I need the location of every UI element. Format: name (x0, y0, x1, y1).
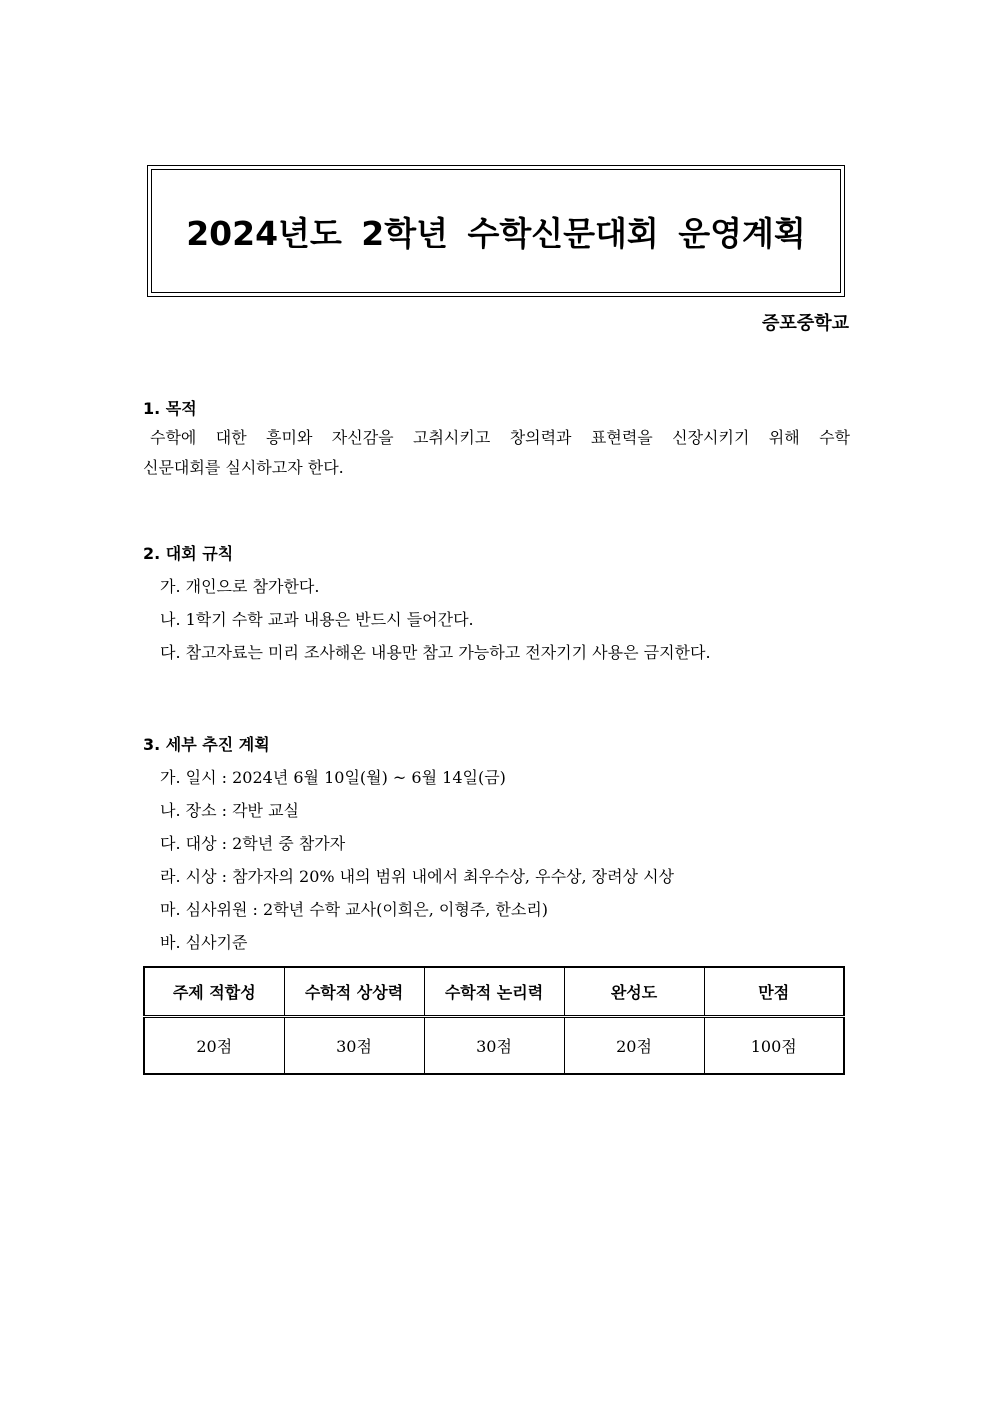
criteria-header-row (144, 967, 844, 1017)
plan-item-place: 나. 장소 : 각반 교실 (160, 801, 300, 820)
criteria-value-cell: 30점 (284, 1017, 424, 1075)
criteria-value-cell: 20점 (564, 1017, 704, 1075)
plan-item-criteria: 바. 심사기준 (160, 933, 248, 952)
plan-item-award: 라. 시상 : 참가자의 20% 내의 범위 내에서 최우수상, 우수상, 장려상 시상 (160, 867, 675, 886)
title-box (147, 165, 845, 297)
plan-item-judges: 마. 심사위원 : 2학년 수학 교사(이희은, 이형주, 한소리) (160, 900, 549, 919)
section-plan-heading: 3. 세부 추진 계획 (143, 735, 270, 754)
document-title: 2024년도 2학년 수학신문대회 운영계획 (186, 213, 806, 253)
title-box-inner (151, 169, 841, 293)
plan-item-target: 다. 대상 : 2학년 중 참가자 (160, 834, 346, 853)
criteria-value-cell: 20점 (144, 1017, 284, 1075)
purpose-line-1: 수학에 대한 흥미와 자신감을 고취시키고 창의력과 표현력을 신장시키기 위해 수학 (150, 428, 850, 447)
criteria-header-cell: 수학적 상상력 (284, 967, 424, 1017)
section-purpose-heading: 1. 목적 (143, 399, 197, 418)
criteria-table (143, 966, 845, 1075)
criteria-header-cell: 완성도 (564, 967, 704, 1017)
plan-item-date: 가. 일시 : 2024년 6월 10일(월) ~ 6월 14일(금) (160, 768, 506, 787)
criteria-value-cell: 30점 (424, 1017, 564, 1075)
criteria-header-cell: 만점 (704, 967, 844, 1017)
rule-item: 다. 참고자료는 미리 조사해온 내용만 참고 가능하고 전자기기 사용은 금지한다. (160, 643, 711, 662)
criteria-header-cell: 주제 적합성 (144, 967, 284, 1017)
school-name: 증포중학교 (762, 313, 849, 334)
section-rules-heading: 2. 대회 규칙 (143, 544, 234, 563)
rule-item: 가. 개인으로 참가한다. (160, 577, 320, 596)
criteria-value-cell: 100점 (704, 1017, 844, 1075)
rule-item: 나. 1학기 수학 교과 내용은 반드시 들어간다. (160, 610, 474, 629)
criteria-value-row (144, 1017, 844, 1075)
criteria-header-cell: 수학적 논리력 (424, 967, 564, 1017)
purpose-line-2: 신문대회를 실시하고자 한다. (143, 458, 344, 477)
